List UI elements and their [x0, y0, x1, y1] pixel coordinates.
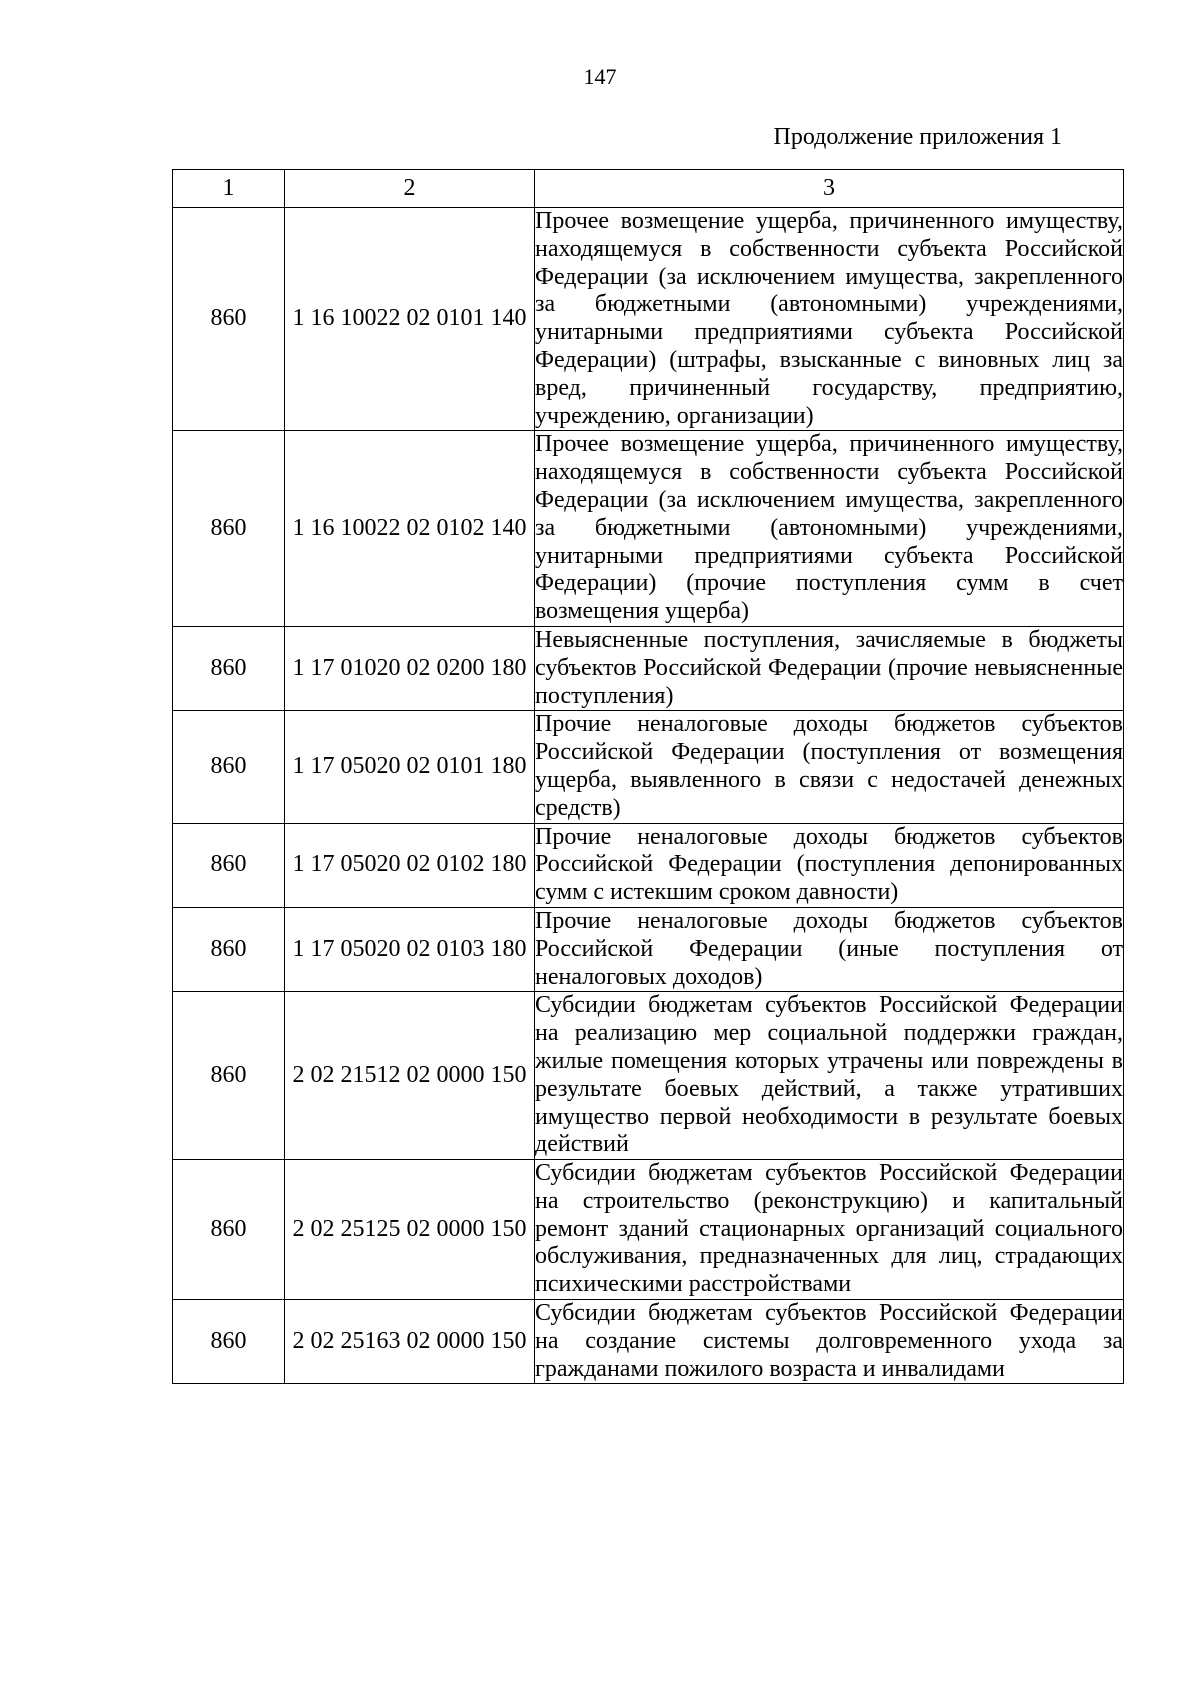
budget-code-cell: 1 17 05020 02 0102 180 [285, 823, 535, 907]
admin-code-cell: 860 [173, 208, 285, 431]
header-col-2: 2 [285, 170, 535, 208]
table-row [173, 907, 1124, 991]
description-cell: Прочие неналоговые доходы бюджетов субъектов Российской Федерации (иные поступления от неналоговых доходов) [535, 907, 1124, 991]
table-row [173, 431, 1124, 627]
header-col-1: 1 [173, 170, 285, 208]
admin-code-cell: 860 [173, 992, 285, 1160]
admin-code-cell: 860 [173, 711, 285, 823]
budget-code-cell: 2 02 25125 02 0000 150 [285, 1160, 535, 1300]
admin-code-cell: 860 [173, 1160, 285, 1300]
budget-code-cell: 1 16 10022 02 0101 140 [285, 208, 535, 431]
table-row [173, 1160, 1124, 1300]
table-header-row [173, 170, 1124, 208]
budget-code-cell: 1 17 05020 02 0103 180 [285, 907, 535, 991]
admin-code-cell: 860 [173, 823, 285, 907]
admin-code-cell: 860 [173, 626, 285, 710]
table-row [173, 208, 1124, 431]
admin-code-cell: 860 [173, 431, 285, 627]
page-number: 147 [583, 64, 617, 89]
header-col-3: 3 [535, 170, 1124, 208]
description-cell: Невыясненные поступления, зачисляемые в бюджеты субъектов Российской Федерации (прочие невыясненные поступления) [535, 626, 1124, 710]
table-row [173, 711, 1124, 823]
table-row [173, 1300, 1124, 1384]
budget-code-cell: 1 16 10022 02 0102 140 [285, 431, 535, 627]
description-cell: Субсидии бюджетам субъектов Российской Федерации на создание системы долговременного ухода за гражданами пожилого возраста и инвалидами [535, 1300, 1124, 1384]
description-cell: Прочие неналоговые доходы бюджетов субъектов Российской Федерации (поступления от возмещения ущерба, выявленного в связи с недостачей денежных средств) [535, 711, 1124, 823]
budget-code-cell: 1 17 05020 02 0101 180 [285, 711, 535, 823]
description-cell: Прочее возмещение ущерба, причиненного имуществу, находящемуся в собственности субъекта Российской Федерации (за исключением имущества, закрепленного за бюджетными (автономными) учреждениями, унитарными предприятиями субъекта Российской Федерации) (штрафы, взысканные с виновных лиц за вред, причиненный государству, предприятию, учреждению, организации) [535, 208, 1124, 431]
budget-code-cell: 1 17 01020 02 0200 180 [285, 626, 535, 710]
budget-codes-table [172, 169, 1124, 1384]
admin-code-cell: 860 [173, 1300, 285, 1384]
description-cell: Прочие неналоговые доходы бюджетов субъектов Российской Федерации (поступления депонированных сумм с истекшим сроком давности) [535, 823, 1124, 907]
description-cell: Прочее возмещение ущерба, причиненного имуществу, находящемуся в собственности субъекта Российской Федерации (за исключением имущества, закрепленного за бюджетными (автономными) учреждениями, унитарными предприятиями субъекта Российской Федерации) (прочие поступления сумм в счет возмещения ущерба) [535, 431, 1124, 627]
admin-code-cell: 860 [173, 907, 285, 991]
budget-code-cell: 2 02 21512 02 0000 150 [285, 992, 535, 1160]
budget-code-cell: 2 02 25163 02 0000 150 [285, 1300, 535, 1384]
description-cell: Субсидии бюджетам субъектов Российской Федерации на строительство (реконструкцию) и капитальный ремонт зданий стационарных организаций социального обслуживания, предназначенных для лиц, страдающих психическими расстройствами [535, 1160, 1124, 1300]
table-row [173, 992, 1124, 1160]
table-row [173, 626, 1124, 710]
table-row [173, 823, 1124, 907]
description-cell: Субсидии бюджетам субъектов Российской Федерации на реализацию мер социальной поддержки граждан, жилые помещения которых утрачены или повреждены в результате боевых действий, а также утративших имущество первой необходимости в результате боевых действий [535, 992, 1124, 1160]
continuation-label: Продолжение приложения 1 [773, 124, 1062, 150]
